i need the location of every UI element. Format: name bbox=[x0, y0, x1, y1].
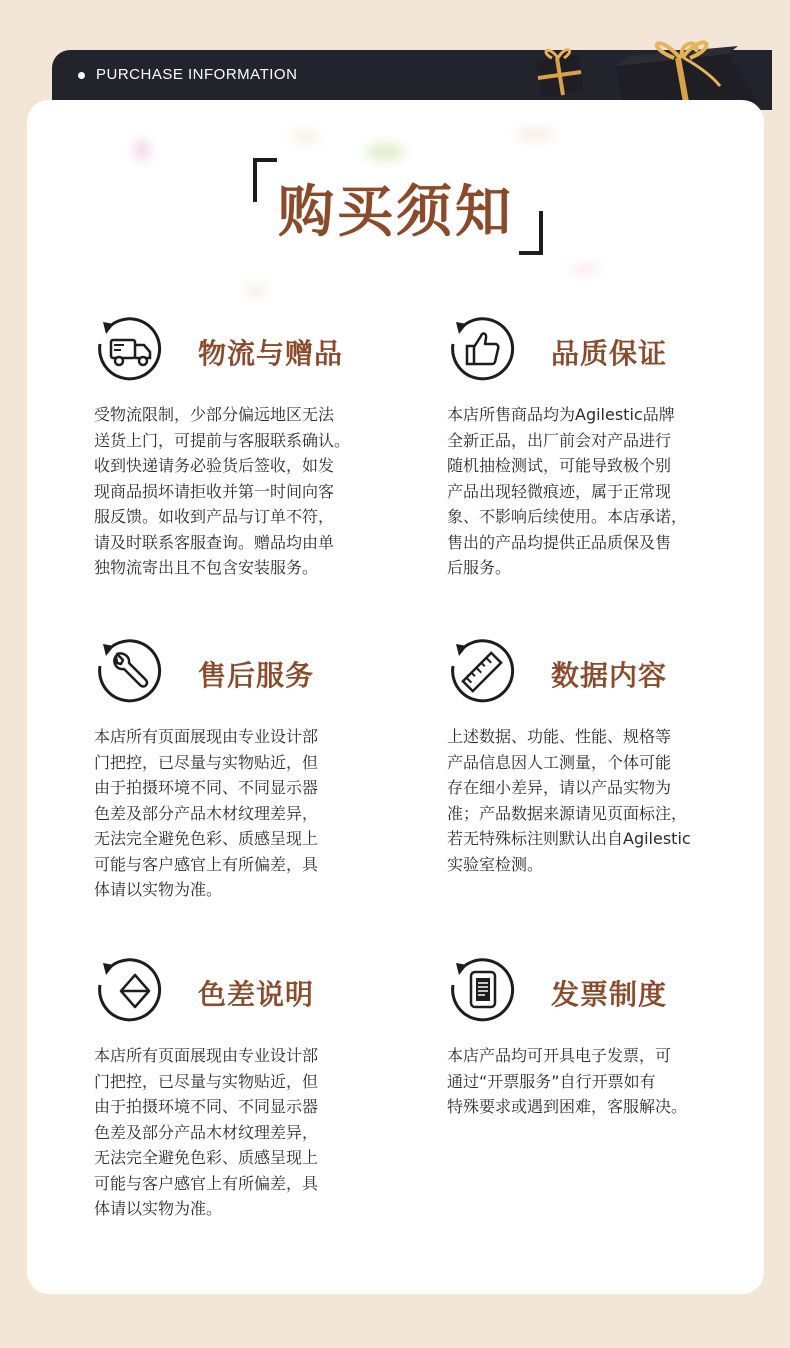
section-title: 物流与赠品 bbox=[198, 337, 344, 370]
section-title: 发票制度 bbox=[551, 978, 668, 1011]
body-line: 本店所有页面展现由专业设计部 bbox=[94, 1046, 319, 1065]
color-diamond-icon bbox=[94, 955, 164, 1025]
body-line: 准；产品数据来源请见页面标注， bbox=[447, 803, 688, 823]
section-body bbox=[447, 402, 722, 581]
section-title: 色差说明 bbox=[198, 978, 315, 1011]
body-line: 色差及部分产品木材纹理差异， bbox=[94, 1122, 319, 1142]
wrench-icon bbox=[94, 636, 164, 706]
body-line: 色差及部分产品木材纹理差异， bbox=[94, 803, 319, 823]
body-line: 现商品损坏请拒收并第一时间向客 bbox=[94, 481, 335, 501]
section-body bbox=[447, 1043, 722, 1120]
section-body bbox=[94, 402, 369, 581]
body-line: 存在细小差异，请以产品实物为 bbox=[447, 778, 672, 797]
body-line: 门把控，已尽量与实物贴近，但 bbox=[94, 752, 319, 772]
body-line: 门把控，已尽量与实物贴近，但 bbox=[94, 1071, 319, 1091]
small-gift-icon bbox=[530, 44, 590, 100]
bullet-dot bbox=[78, 72, 85, 79]
section-body bbox=[447, 724, 722, 877]
body-line: 由于拍摄环境不同、不同显示器 bbox=[94, 778, 319, 797]
body-line: 由于拍摄环境不同、不同显示器 bbox=[94, 1097, 319, 1116]
body-line: 产品出现轻微痕迹，属于正常现 bbox=[447, 481, 672, 501]
body-line: 收到快递请务必验货后签收，如发 bbox=[94, 456, 335, 475]
body-line: 无法完全避免色彩、质感呈现上 bbox=[94, 1148, 319, 1167]
body-line: 全新正品，出厂前会对产品进行 bbox=[447, 430, 672, 450]
page-title: 购买须知 bbox=[278, 180, 514, 245]
body-line: 本店所有页面展现由专业设计部 bbox=[94, 727, 319, 746]
ruler-icon bbox=[447, 636, 517, 706]
section-body bbox=[94, 1043, 369, 1222]
body-line: 若无特殊标注则默认出自Agilestic bbox=[447, 829, 691, 848]
confetti bbox=[365, 145, 405, 159]
body-line: 可能与客户感官上有所偏差，具 bbox=[94, 1173, 319, 1193]
body-line: 无法完全避免色彩、质感呈现上 bbox=[94, 829, 319, 848]
body-line: 送货上门，可提前与客服联系确认。 bbox=[94, 430, 351, 450]
body-line: 售出的产品均提供正品质保及售 bbox=[447, 532, 672, 552]
section-title: 售后服务 bbox=[198, 659, 315, 692]
confetti bbox=[135, 140, 149, 160]
body-line: 本店所售商品均为Agilestic品牌 bbox=[447, 405, 675, 424]
section-body bbox=[94, 724, 369, 903]
confetti bbox=[245, 285, 267, 297]
confetti bbox=[570, 265, 600, 273]
body-line: 上述数据、功能、性能、规格等 bbox=[447, 727, 672, 746]
body-line: 后服务。 bbox=[447, 558, 512, 577]
body-line: 产品信息因人工测量，个体可能 bbox=[447, 752, 672, 772]
confetti bbox=[290, 132, 320, 142]
body-line: 随机抽检测试，可能导致极个别 bbox=[447, 456, 672, 475]
body-line: 请及时联系客服查询。赠品均由单 bbox=[94, 532, 335, 552]
body-line: 实验室检测。 bbox=[447, 854, 544, 874]
large-gift-icon bbox=[608, 36, 768, 102]
body-line: 本店产品均可开具电子发票，可 bbox=[447, 1046, 672, 1065]
section-title: 数据内容 bbox=[551, 659, 668, 692]
banner-label: PURCHASE INFORMATION bbox=[96, 66, 298, 83]
body-line: 受物流限制，少部分偏远地区无法 bbox=[94, 405, 335, 424]
body-line: 特殊要求或遇到困难，客服解决。 bbox=[447, 1097, 688, 1116]
body-line: 象、不影响后续使用。本店承诺， bbox=[447, 507, 688, 526]
thumbs-up-icon bbox=[447, 314, 517, 384]
invoice-document-icon bbox=[447, 955, 517, 1025]
body-line: 体请以实物为准。 bbox=[94, 880, 223, 899]
body-line: 体请以实物为准。 bbox=[94, 1199, 223, 1218]
body-line: 独物流寄出且不包含安装服务。 bbox=[94, 558, 319, 577]
section-title: 品质保证 bbox=[551, 337, 668, 370]
body-line: 服反馈。如收到产品与订单不符， bbox=[94, 507, 335, 526]
delivery-truck-icon bbox=[94, 314, 164, 384]
body-line: 可能与客户感官上有所偏差，具 bbox=[94, 854, 319, 874]
confetti bbox=[515, 128, 555, 140]
body-line: 通过“开票服务”自行开票如有 bbox=[447, 1071, 656, 1091]
